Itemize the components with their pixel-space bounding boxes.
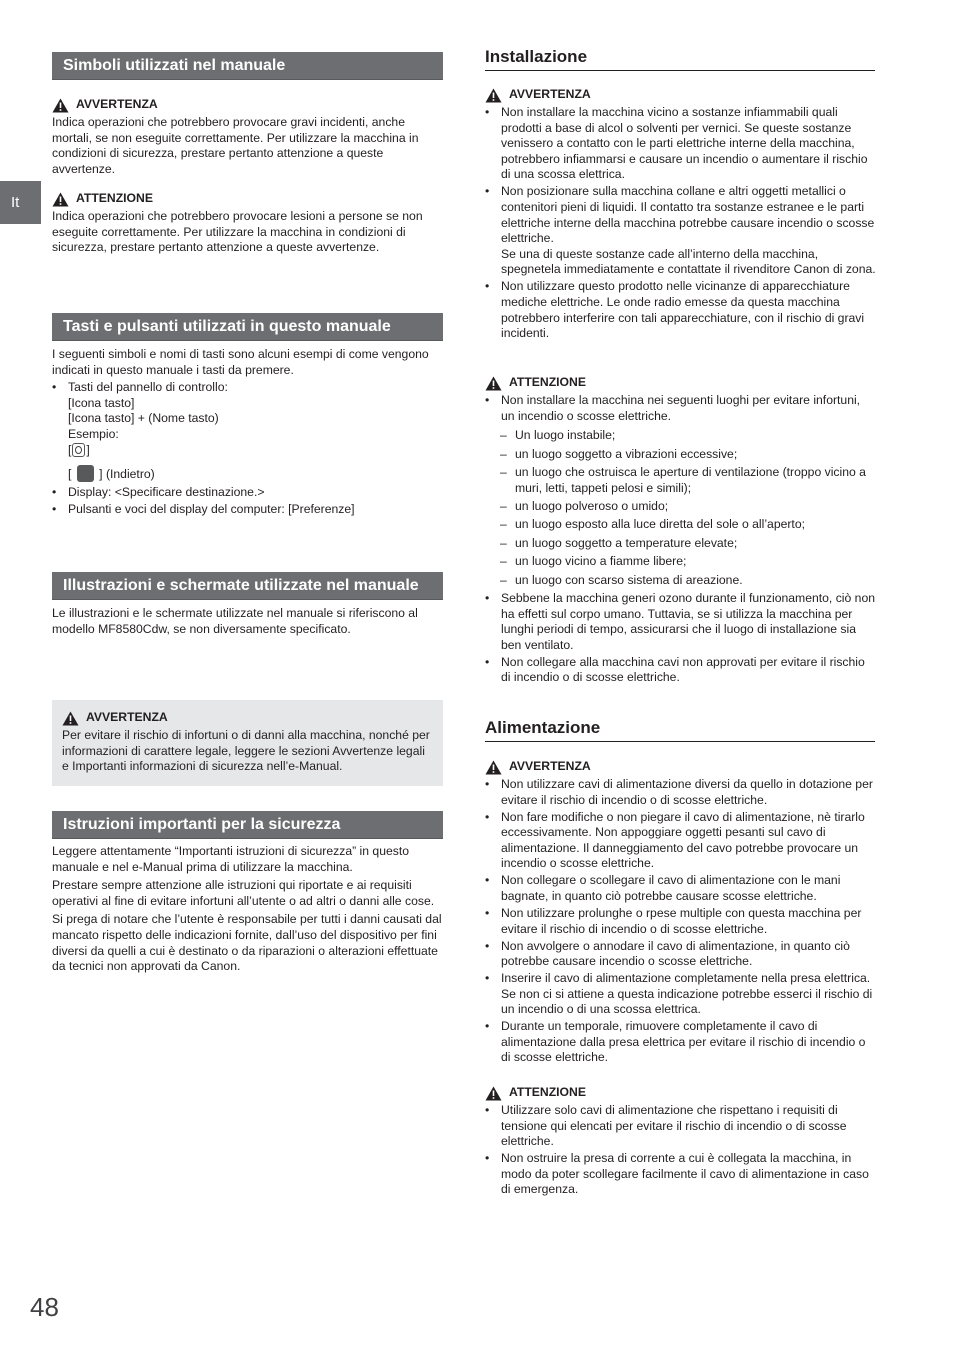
note-label: AVVERTENZA xyxy=(86,710,168,725)
list-item: • Non fare modifiche o non piegare il cavo di alimentazione, nè tirarlo eccessivamente. Non appoggiare oggetti pesanti sul cavo di alimentazione. Il danneggiamento del cavo potrebbe provocare un incendio o scosse elettriche. xyxy=(485,810,876,872)
dash-item: – un luogo che ostruisca le aperture di ventilazione (troppo vicino a muri, letti, tappeti pelosi e simili); xyxy=(485,465,876,496)
dash-item: – un luogo soggetto a temperature elevate; xyxy=(485,536,876,552)
bracket: ] xyxy=(86,442,90,457)
caution-heading xyxy=(52,190,443,208)
caution-triangle-icon xyxy=(485,1086,502,1101)
section-banner-illustrations: Illustrazioni e schermate utilizzate nel manuale xyxy=(52,572,443,600)
list-item: • Non utilizzare cavi di alimentazione diversi da quello in dotazione per evitare il rischio di incendio o di scosse elettriche. xyxy=(485,777,876,808)
page-number: 48 xyxy=(30,1292,59,1322)
section-title-installation: Installazione xyxy=(485,47,875,71)
caution-label: ATTENZIONE xyxy=(509,375,586,390)
warning-label: AVVERTENZA xyxy=(76,97,158,112)
list-item: • Pulsanti e voci del display del computer: [Preferenze] xyxy=(52,502,443,518)
warning-note-box xyxy=(52,700,443,786)
caution-triangle-icon xyxy=(485,376,502,391)
caution-label: ATTENZIONE xyxy=(509,1085,586,1100)
list-item: • Sebbene la macchina generi ozono durante il funzionamento, ciò non ha effetti sul corpo umano. Tuttavia, se si utilizza la macchina per lunghi periodi di tempo, assicurarsi che il luogo di installazione sia ben ventilato. xyxy=(485,591,876,653)
list-item: • Non avvolgere o annodare il cavo di alimentazione, in quanto ciò potrebbe causare incendio o scosse elettriche. xyxy=(485,939,876,970)
bracket: [ xyxy=(68,442,72,457)
illustrations-text: Le illustrazioni e le schermate utilizzate nel manuale si riferiscono al modello MF8580Cdw, se non diversamente specificato. xyxy=(52,606,418,636)
warning-triangle-icon xyxy=(485,88,502,103)
caution-heading xyxy=(485,374,876,392)
warning-text: Indica operazioni che potrebbero provocare gravi incidenti, anche mortali, se non eseguite correttamente. Per utilizzare la macchina in condizioni di sicurezza, prestare pertanto attenzione a queste avvertenze. xyxy=(52,115,419,176)
caution-triangle-icon xyxy=(52,192,69,207)
keys-line: Esempio: xyxy=(68,426,119,441)
section-title-power: Alimentazione xyxy=(485,718,875,742)
dash-item: – un luogo vicino a fiamme libere; xyxy=(485,554,876,570)
note-text: Per evitare il rischio di infortuni o di danni alla macchina, nonché per informazioni di carattere legale, leggere le sezioni Avvertenze legali e Importanti informazioni di sicurezza nell’e-Manual. xyxy=(62,728,430,774)
caution-text: Indica operazioni che potrebbero provocare lesioni a persone se non eseguite correttamente. Per utilizzare la macchina in condizioni di sicurezza, prestare pertanto attenzione a queste avvertenze. xyxy=(52,209,423,255)
list-item xyxy=(485,184,876,278)
power-caution-block xyxy=(485,1084,876,1199)
keys-block xyxy=(52,347,443,519)
list-item: • Inserire il cavo di alimentazione completamente nella presa elettrica. Se non ci si attiene a questa indicazione potrebbe esserci il rischio di un incendio o di una scossa elettrica. xyxy=(485,971,876,1018)
section-banner-keys: Tasti e pulsanti utilizzati in questo manuale xyxy=(52,313,443,341)
safety-block xyxy=(52,844,443,975)
safety-paragraph: Leggere attentamente “Importanti istruzioni di sicurezza” in questo manuale e nel e-Manual prima di utilizzare la macchina. xyxy=(52,844,410,874)
list-item: • Display: <Specificare destinazione.> xyxy=(52,485,443,501)
warning-block xyxy=(52,96,443,177)
warning-label: AVVERTENZA xyxy=(509,759,591,774)
language-tab: It xyxy=(0,181,41,224)
section-banner-symbols: Simboli utilizzati nel manuale xyxy=(52,52,443,80)
list-item: • Durante un temporale, rimuovere completamente il cavo di alimentazione dalla presa elettrica per evitare il rischio di incendio o di scosse elettriche. xyxy=(485,1019,876,1066)
list-item xyxy=(52,380,443,482)
dash-item: – un luogo soggetto a vibrazioni eccessive; xyxy=(485,447,876,463)
section-banner-safety: Istruzioni importanti per la sicurezza xyxy=(52,811,443,839)
warning-heading xyxy=(52,96,443,114)
caution-label: ATTENZIONE xyxy=(76,191,153,206)
dash-item: – un luogo con scarso sistema di areazione. xyxy=(485,573,876,589)
dash-item: – un luogo esposto alla luce diretta del sole o all’aperto; xyxy=(485,517,876,533)
back-key-icon xyxy=(77,465,94,482)
key-example-line xyxy=(68,443,443,461)
keys-intro: I seguenti simboli e nomi di tasti sono alcuni esempi di come vengono indicati in questo manuale i tasti da premere. xyxy=(52,347,429,377)
warning-triangle-icon xyxy=(485,760,502,775)
safety-paragraph: Si prega di notare che l’utente è responsabile per tutti i danni causati dal mancato rispetto delle indicazioni fornite, dall’uso del dispositivo per fini diversi da quelli a cui è destinato o da riparazioni o alterazioni effettuate da tecnici non approvati da Canon. xyxy=(52,912,442,974)
warning-label: AVVERTENZA xyxy=(509,87,591,102)
list-item: • Non utilizzare questo prodotto nelle vicinanze di apparecchiature mediche elettriche. Le onde radio emesse da questa macchina potrebbero interferire con tali apparecchiature, con il rischio di gravi incidenti. xyxy=(485,279,876,341)
installation-caution-block xyxy=(485,374,876,687)
list-item: • Non utilizzare prolunghe o rpese multiple con questa macchina per evitare il rischio di incendio o di scosse elettriche. xyxy=(485,906,876,937)
caution-block xyxy=(52,190,443,256)
key-example-back xyxy=(68,461,443,483)
list-item xyxy=(485,393,876,588)
note-heading xyxy=(62,709,433,727)
list-item: • Non installare la macchina vicino a sostanze infiammabili quali prodotti a base di alcol o solventi per vernici. Se queste sostanze venissero a contatto con le parti elettriche interne della macchina, potrebbero infiammarsi e causare un incendio o aumentare il rischio di una scossa elettrica. xyxy=(485,105,876,183)
list-item-text: • Non installare la macchina nei seguenti luoghi per evitare infortuni, un incendio o scosse elettriche. xyxy=(501,393,861,423)
caution-heading xyxy=(485,1084,876,1102)
power-warning-block xyxy=(485,758,876,1067)
keys-line: [Icona tasto] + (Nome tasto) xyxy=(68,411,219,426)
list-item: • Non collegare o scollegare il cavo di alimentazione con le mani bagnate, in quanto ciò potrebbe causare scosse elettriche. xyxy=(485,873,876,904)
warning-triangle-icon xyxy=(52,98,69,113)
dash-item: – Un luogo instabile; xyxy=(485,428,876,444)
list-item: • Non collegare alla macchina cavi non approvati per evitare il rischio di incendio o di scosse elettriche. xyxy=(485,655,876,686)
list-item-extra: Se una di queste sostanze cade all’interno della macchina, spegnetela immediatamente e contattate il rivenditore Canon di zona. xyxy=(501,246,876,277)
warning-heading xyxy=(485,758,876,776)
safety-paragraph: Prestare sempre attenzione alle istruzioni qui riportate e ai requisiti operativi al fine di evitare infortuni all’utente o ad altri o danni alle cose. xyxy=(52,878,435,908)
list-item: • Utilizzare solo cavi di alimentazione che rispettano i requisiti di tensione qui elencati per evitare il rischio di incendio o di scosse elettriche. xyxy=(485,1103,876,1150)
back-key-label: ] (Indietro) xyxy=(99,466,155,481)
keys-line: [Icona tasto] xyxy=(68,395,135,410)
list-item-text: • Non posizionare sulla macchina collane e altri oggetti metallici o contenitori pieni di liquidi. Il contatto tra sostanze estranee e le parti elettriche interne della macchina potrebbe causare incendio o scosse elettriche. xyxy=(501,184,875,246)
warning-heading xyxy=(485,86,876,104)
illustrations-block xyxy=(52,606,443,637)
bracket: [ xyxy=(68,466,72,481)
warning-triangle-icon xyxy=(62,711,79,726)
list-item: • Non ostruire la presa di corrente a cui è collegata la macchina, in modo da poter scollegare facilmente il cavo di alimentazione in caso di emergenza. xyxy=(485,1151,876,1198)
installation-warning-block xyxy=(485,86,876,343)
keys-bullet-panel: • Tasti del pannello di controllo: xyxy=(68,380,228,395)
energy-saver-key-icon xyxy=(72,443,85,457)
dash-item: – un luogo polveroso o umido; xyxy=(485,499,876,515)
